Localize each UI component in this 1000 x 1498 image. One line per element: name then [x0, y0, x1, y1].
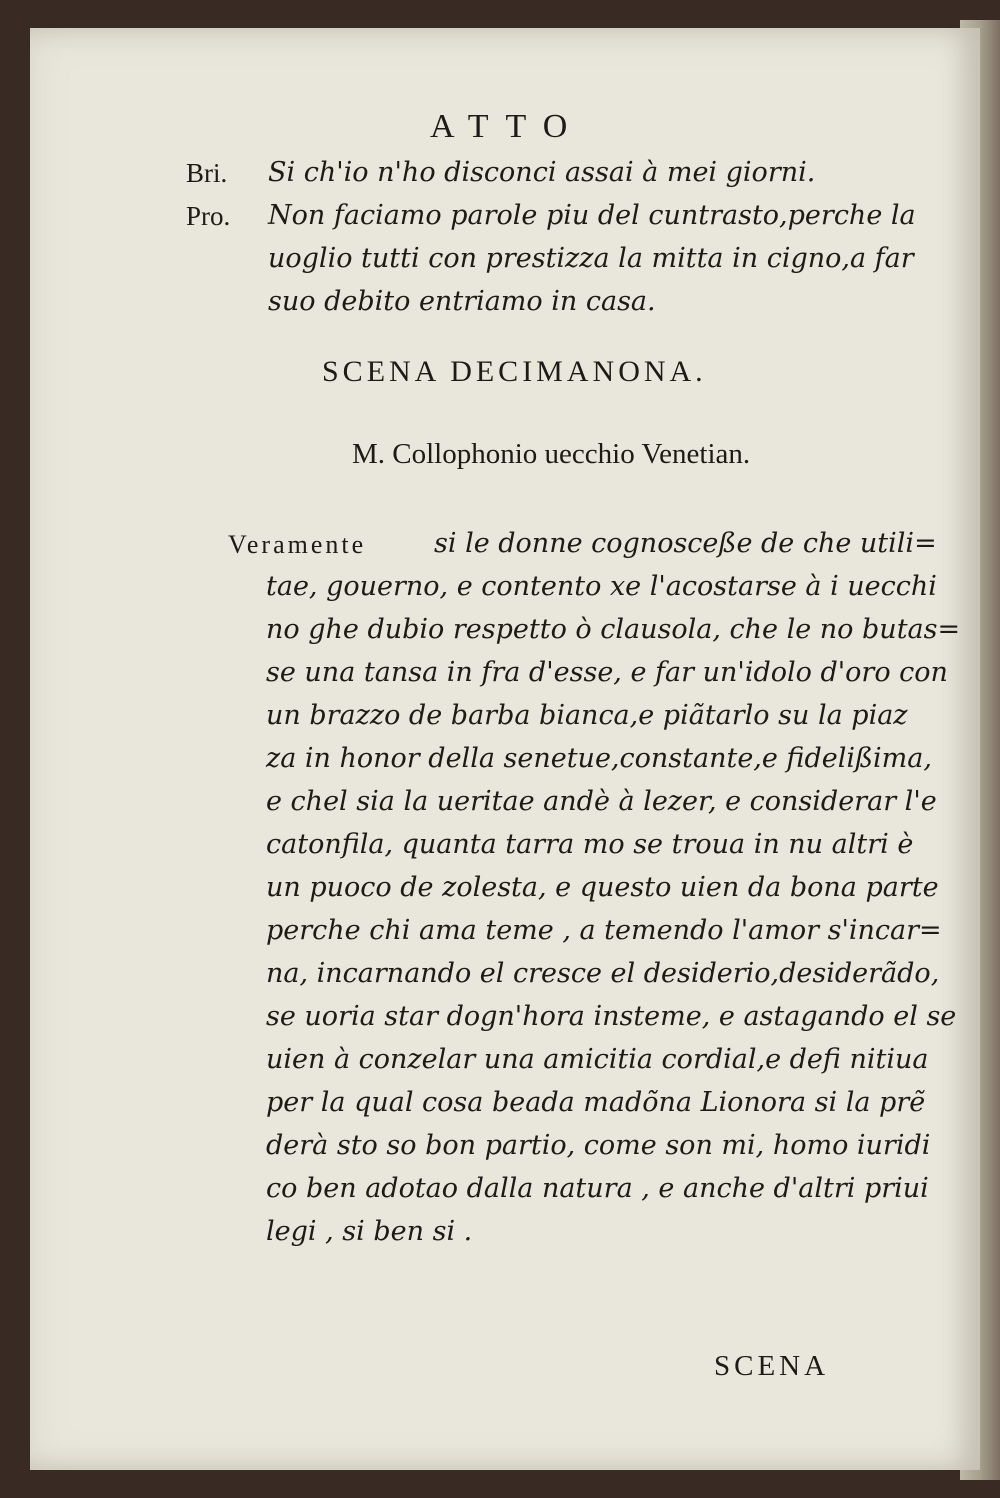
dialogue-line: Si ch'io n'ho disconci assai à mei giorni.: [268, 157, 816, 188]
running-head: ATTO: [430, 108, 585, 145]
speech-line: perche chi ama teme , a temendo l'amor s'incar=: [266, 915, 942, 946]
speech-line: no ghe dubio respetto ò clausola, che le no butas=: [266, 614, 961, 645]
speech-line: e chel sia la ueritae andè à lezer, e considerar l'e: [266, 786, 937, 817]
speech-line: per la qual cosa beada madõna Lionora si la prẽ: [266, 1087, 926, 1118]
speech-line: catonfila, quanta tarra mo se troua in nu altri è: [266, 829, 914, 860]
speech-line: na, incarnando el cresce el desiderio,desiderãdo,: [266, 958, 940, 989]
speaker-bri: Bri.: [186, 158, 228, 188]
dialogue-line: suo debito entriamo in casa.: [268, 286, 656, 317]
character-heading: M. Collophonio uecchio Venetian.: [352, 438, 751, 470]
speech-line: za in honor della senetue,constante,e fidelißima,: [266, 743, 932, 774]
speech-line: un brazzo de barba bianca,e piãtarlo su la piaz: [266, 700, 908, 731]
speech-line: uien à conzelar una amicitia cordial,e defi nitiua: [266, 1044, 929, 1075]
speech-line: co ben adotao dalla natura , e anche d'altri priui: [266, 1173, 929, 1204]
speech-line: tae, gouerno, e contento xe l'acostarse à i uecchi: [266, 571, 937, 602]
speech-line: se una tansa in fra d'esse, e far un'idolo d'oro con: [266, 657, 948, 688]
catchword: SCENA: [714, 1350, 830, 1382]
scene-title: SCENA DECIMANONA.: [322, 355, 707, 388]
speech-line: se uoria star dogn'hora insteme, e astagando el se: [266, 1001, 957, 1032]
speech-line: legi , si ben si .: [266, 1216, 473, 1247]
dialogue-line: Non faciamo parole piu del cuntrasto,perche la: [268, 200, 916, 231]
dialogue-line: uoglio tutti con prestizza la mitta in cigno,a far: [268, 243, 914, 274]
speech-opening-word: Veramente: [228, 530, 367, 559]
speech-line: un puoco de zolesta, e questo uien da bona parte: [266, 872, 939, 903]
speaker-pro: Pro.: [186, 201, 231, 231]
speech-line: derà sto so bon partio, come son mi, homo iuridi: [266, 1130, 931, 1161]
speech-line: si le donne cognosceße de che utili=: [434, 528, 937, 559]
